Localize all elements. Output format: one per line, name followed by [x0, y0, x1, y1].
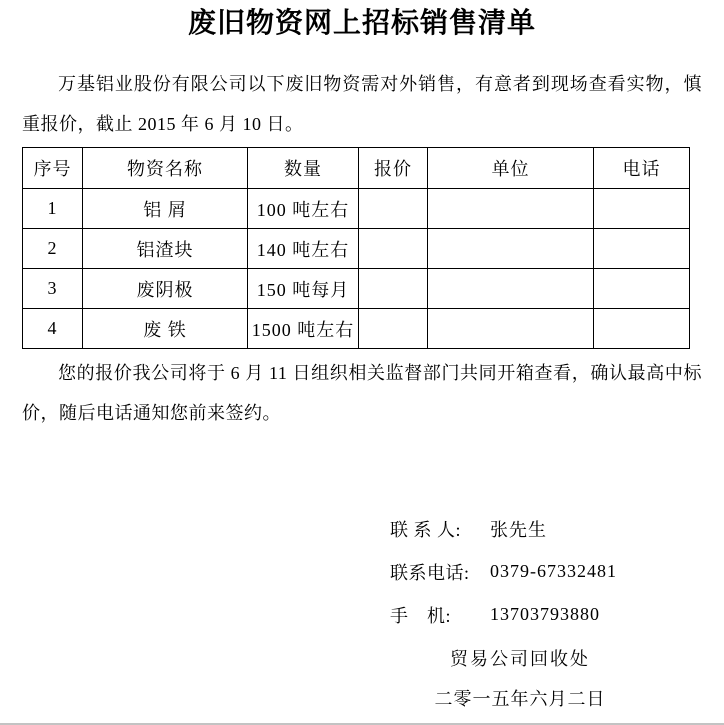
signature-date: 二零一五年六月二日	[434, 689, 606, 709]
signature-block	[380, 638, 660, 718]
cell-phone	[594, 269, 690, 309]
cell-quantity: 100 吨左右	[248, 189, 359, 229]
cell-material: 铝渣块	[83, 229, 248, 269]
cell-quantity: 1500 吨左右	[248, 309, 359, 349]
cell-unit	[428, 229, 594, 269]
contact-person-value: 张先生	[490, 519, 547, 540]
cell-price	[359, 229, 428, 269]
contact-phone-label: 联系电话:	[390, 562, 470, 583]
cell-serial: 1	[23, 189, 83, 229]
cell-phone	[594, 229, 690, 269]
cell-material: 废 铁	[83, 309, 248, 349]
cell-unit	[428, 189, 594, 229]
header-material-name: 物资名称	[83, 148, 248, 189]
cell-material: 废阴极	[83, 269, 248, 309]
notice-paragraph: 您的报价我公司将于 6 月 11 日组织相关监督部门共同开箱查看，确认最高中标价，随后电话通知您前来签约。	[22, 363, 702, 423]
page-title: 废旧物资网上招标销售清单	[187, 8, 536, 39]
contact-phone-value: 0379-67332481	[490, 561, 617, 581]
contact-mobile-label: 手 机:	[390, 605, 452, 626]
cell-serial: 3	[23, 269, 83, 309]
header-serial-number: 序号	[23, 148, 83, 189]
contact-person-label: 联 系 人:	[390, 519, 462, 540]
cell-material: 铝 屑	[83, 189, 248, 229]
header-price: 报价	[359, 148, 428, 189]
intro-paragraph: 万基铝业股份有限公司以下废旧物资需对外销售，有意者到现场查看实物，慎重报价，截止 2015 年 6 月 10 日。	[22, 74, 702, 134]
table-row	[23, 309, 690, 349]
cell-price	[359, 269, 428, 309]
table-row	[23, 229, 690, 269]
cell-phone	[594, 309, 690, 349]
contact-phone-row	[390, 550, 724, 593]
cell-unit	[428, 309, 594, 349]
cell-phone	[594, 189, 690, 229]
cell-price	[359, 189, 428, 229]
contact-info	[390, 507, 724, 636]
header-quantity: 数量	[248, 148, 359, 189]
contact-mobile-row	[390, 593, 724, 636]
table-row	[23, 269, 690, 309]
cell-serial: 2	[23, 229, 83, 269]
header-unit: 单位	[428, 148, 594, 189]
signature-department: 贸易公司回收处	[450, 649, 590, 669]
cell-serial: 4	[23, 309, 83, 349]
cell-quantity: 140 吨左右	[248, 229, 359, 269]
cell-price	[359, 309, 428, 349]
header-phone: 电话	[594, 148, 690, 189]
contact-mobile-value: 13703793880	[490, 604, 600, 624]
contact-person-row	[390, 507, 724, 550]
cell-unit	[428, 269, 594, 309]
cell-quantity: 150 吨每月	[248, 269, 359, 309]
table-row	[23, 189, 690, 229]
materials-table	[22, 147, 690, 349]
table-header-row	[23, 148, 690, 189]
